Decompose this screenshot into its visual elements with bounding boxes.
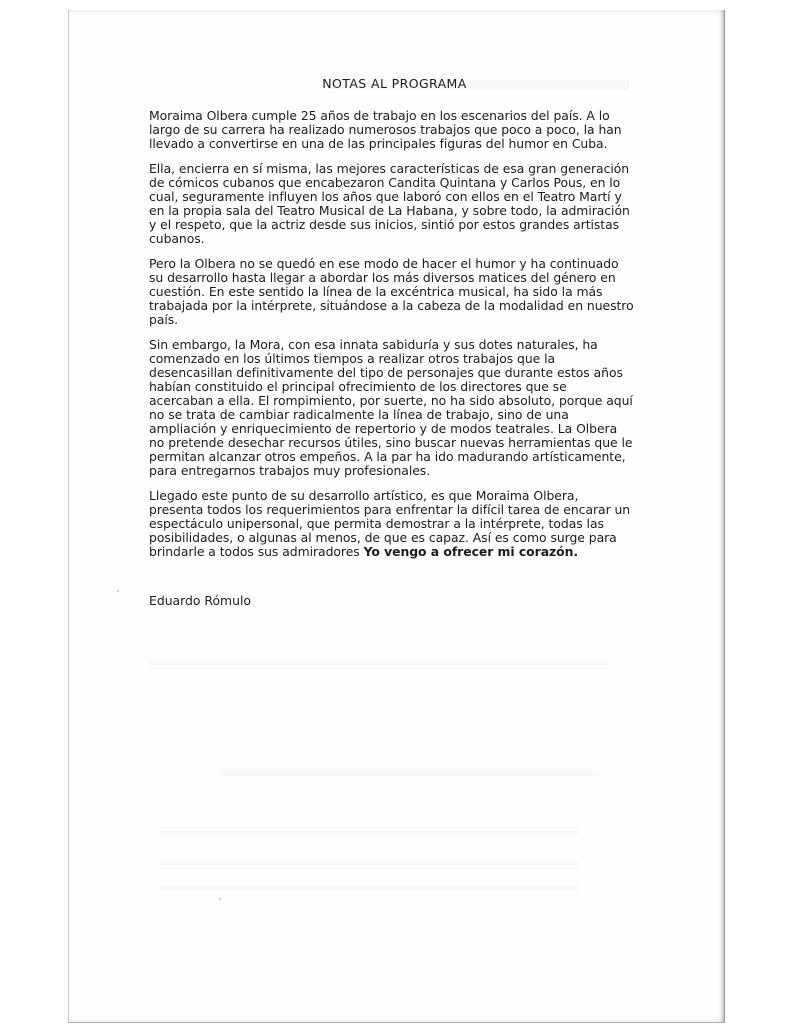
paragraph-1: Moraima Olbera cumple 25 años de trabajo en los escenarios del país. A lo largo de su carrera ha realizado numerosos trabajos que poco a poco, la han llevado a convertirse en una de las principales figuras del humor en Cuba. bbox=[149, 108, 622, 151]
right-edge-shadow bbox=[720, 10, 724, 1022]
paragraph-5 bbox=[149, 489, 634, 559]
paper-speck bbox=[219, 898, 221, 900]
bleed-through bbox=[149, 660, 609, 666]
signature: Eduardo Rómulo bbox=[149, 593, 251, 608]
bleed-through bbox=[159, 830, 579, 836]
top-shadow bbox=[69, 10, 724, 14]
notes-body bbox=[149, 76, 634, 608]
bleed-through bbox=[159, 860, 579, 866]
bleed-through bbox=[219, 770, 599, 776]
bleed-through bbox=[159, 885, 579, 891]
paragraph-3: Pero la Olbera no se quedó en ese modo de hacer el humor y ha continuado su desarrollo hasta llegar a abordar los más diversos matices del género en cuestión. En este sentido la línea de la excéntrica musical, ha sido la más trabajada por la intérprete, situándose a la cabeza de la modalidad en nuestro país. bbox=[149, 256, 634, 327]
paragraph-2: Ella, encierra en sí misma, las mejores características de esa gran generación de cómicos cubanos que encabezaron Candita Quintana y Carlos Pous, en lo cual, seguramente influyen los años que laboró con ellos en el Teatro Martí y en la propia sala del Teatro Musical de La Habana, y sobre todo, la admiración y el respeto, que la actriz desde sus inicios, sintió por estos grandes artistas cubanos. bbox=[149, 161, 630, 246]
program-sheet bbox=[68, 10, 725, 1023]
show-title: Yo vengo a ofrecer mi corazón. bbox=[363, 544, 579, 559]
paragraph-4: Sin embargo, la Mora, con esa innata sabiduría y sus dotes naturales, ha comenzado en los últimos tiempos a realizar otros trabajos que la desencasillan definitivamente del tipo de personajes que durante estos años habían constituido el principal ofrecimiento de los directores que se acercaban a ella. El rompimiento, por suerte, no ha sido absoluto, porque aquí no se trata de cambiar radicalmente la línea de trabajo, sino de una ampliación y enriquecimiento de repertorio y de modos teatrales. La Olbera no pretende desechar recursos útiles, sino buscar nuevas herramientas que le permitan alcanzar otros empeños. A la par ha ido madurando artísticamente, para entregarnos trabajos muy profesionales. bbox=[149, 337, 633, 478]
page-title: NOTAS AL PROGRAMA bbox=[322, 76, 467, 91]
closing-text: Llegado este punto de su desarrollo artístico, es que Moraima Olbera, presenta todos los requerimientos para enfrentar la difícil tarea de encarar un espectáculo unipersonal, que permita demostrar a la intérprete, todas las posibilidades, o algunas al menos, de que es capaz. Así es como surge para brindarle a todos sus admiradores bbox=[149, 488, 631, 559]
paper-speck bbox=[117, 590, 119, 592]
